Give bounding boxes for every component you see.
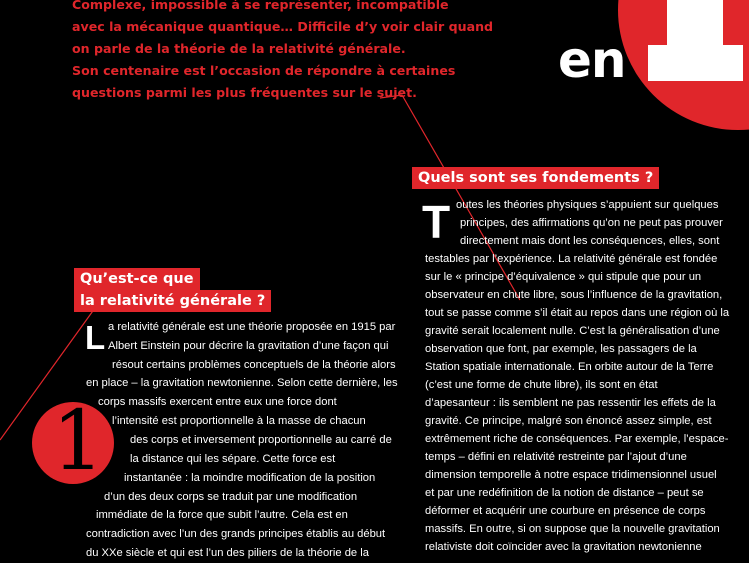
body-line: observateur en chute libre, sous l’influence de la gravitation, (425, 289, 723, 301)
body-line: sur le « principe d’équivalence » qui stipule que pour un (425, 271, 702, 283)
body-line: des corps et inversement proportionnelle au carré de (130, 434, 392, 446)
body-line: contradiction avec l’un des grands principes établis au début (86, 528, 386, 540)
intro-line: Son centenaire est l’occasion de répondre à certaines (72, 63, 456, 78)
body-line: gravité. Ce principe, malgré son énoncé assez simple, est (425, 415, 712, 427)
body-line: immédiate de la force que subit l’autre. Cela est en (96, 509, 348, 521)
body-line: instantanée : la moindre modification de la position (124, 472, 376, 484)
section1-heading-line2: la relativité générale ? (74, 290, 271, 312)
body-line: résout certains problèmes conceptuels de la théorie alors (112, 359, 396, 371)
intro-line: questions parmi les plus fréquentes sur le sujet. (72, 85, 417, 100)
section1-heading-line1: Qu’est-ce que (74, 268, 200, 290)
body-line: d’un des deux corps se traduit par une modification (104, 491, 358, 503)
body-line: relativiste doit coïncider avec la gravitation newtonienne (425, 541, 702, 553)
body-line: la distance qui les sépare. Cette force est (130, 453, 336, 465)
dropcap-t: T (422, 196, 451, 248)
body-line: l’intensité est proportionnelle à la masse de chacun (112, 415, 366, 427)
body-line: corps massifs exercent entre eux une force dont (98, 396, 337, 408)
intro-line: avec la mécanique quantique… Difficile d’y voir clair quand (72, 19, 494, 34)
body-line: gravité serait localement nulle. C’est la généralisation d’une (425, 325, 720, 337)
body-line: du XXe siècle et qui est l’un des piliers de la théorie de la (86, 547, 369, 559)
body-line: a relativité générale est une théorie proposée en 1915 par (108, 321, 396, 333)
body-line: outes les théories physiques s’appuient sur quelques (456, 199, 719, 211)
body-line: tout se passe comme s’il était au repos dans une région où la (425, 307, 730, 319)
section2-heading: Quels sont ses fondements ? (412, 167, 659, 189)
body-line: massifs. En outre, si on suppose que la nouvelle gravitation (425, 523, 720, 535)
dropcap-l: L (85, 319, 106, 356)
body-line: extrêmement riche de conséquences. Par exemple, l’espace- (425, 433, 729, 445)
body-line: principes, des affirmations qu’on ne peut pas prouver (460, 217, 723, 229)
body-line: testables par l’expérience. La relativité générale est fondée (425, 253, 718, 265)
body-line: et par une redéfinition de la notion de distance – peut se (425, 487, 704, 499)
section-number: 1 (52, 394, 105, 489)
body-line: directement mais dont les conséquences, elles, sont (460, 235, 720, 247)
intro-line: Complexe, impossible à se représenter, incompatible (72, 0, 449, 12)
body-line: d’apesanteur : ils semblent ne pas ressentir les effets de la (425, 397, 716, 409)
body-line: déformer et acquérir une courbure en présence de corps (425, 505, 706, 517)
intro-line: on parle de la théorie de la relativité générale. (72, 41, 406, 56)
body-line: (c’est une forme de chute libre), ils sont en état (425, 379, 658, 391)
body-line: dimension temporelle à notre espace tridimensionnel usuel (425, 469, 717, 481)
body-line: observation que font, par exemple, les passagers de la (425, 343, 697, 355)
body-line: temps – défini en relativité restreinte par l’ajout d’une (425, 451, 687, 463)
body-line: Albert Einstein pour décrire la gravitation d’une façon qui (108, 340, 389, 352)
banner-word: en (558, 31, 626, 89)
body-line: en place – la gravitation newtonienne. Selon cette dernière, les (86, 377, 398, 389)
body-line: Station spatiale internationale. En orbite autour de la Terre (425, 361, 714, 373)
